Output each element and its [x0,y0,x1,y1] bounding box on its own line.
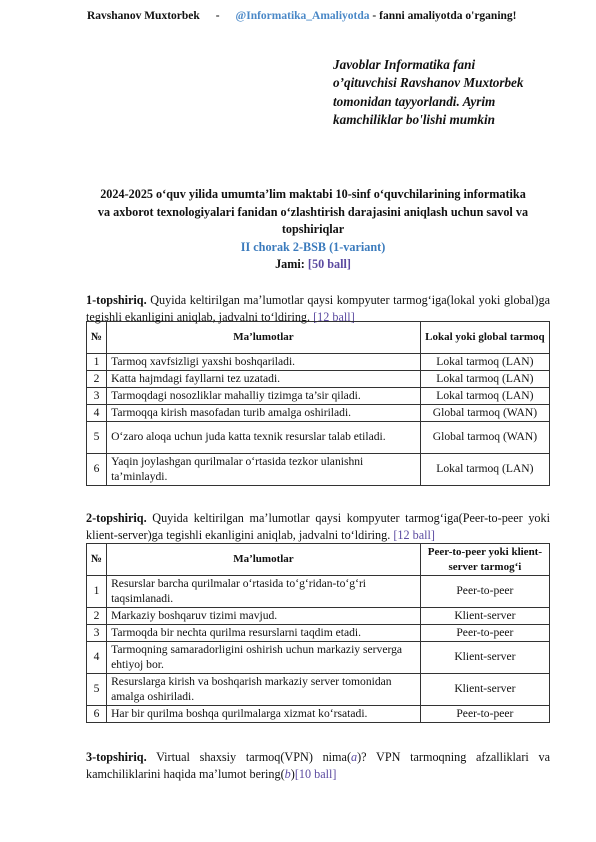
col-info: Ma’lumotlar [107,544,421,576]
row-answer: Global tarmoq (WAN) [420,422,549,454]
table-row [87,608,550,625]
col-info: Ma’lumotlar [107,322,421,354]
total-label: Jami: [275,257,308,271]
task-2-table [86,543,550,723]
row-number: 1 [87,354,107,371]
total-value: [50 ball] [307,257,351,271]
row-answer: Lokal tarmoq (LAN) [420,388,549,405]
row-info: Tarmoq xavfsizligi yaxshi boshqariladi. [107,354,421,371]
row-answer: Klient-server [420,642,549,674]
table-row [87,576,550,608]
col-number: № [87,322,107,354]
row-number: 4 [87,642,107,674]
row-number: 2 [87,371,107,388]
document-title [72,186,554,274]
task-1-label: 1-topshiriq. [86,293,147,307]
row-answer: Lokal tarmoq (LAN) [420,354,549,371]
table-header-row [87,544,550,576]
row-number: 6 [87,706,107,723]
row-number: 3 [87,388,107,405]
task-1-table [86,321,550,486]
row-info: Resurslar barcha qurilmalar o‘rtasida to‘g‘ridan-to‘g‘ri taqsimlanadi. [107,576,421,608]
task-2-label: 2-topshiriq. [86,511,147,525]
row-info: Tarmoqning samaradorligini oshirish uchun markaziy serverga ehtiyoj bor. [107,642,421,674]
channel-handle: @Informatika_Amaliyotda [235,10,370,22]
row-info: O‘zaro aloqa uchun juda katta texnik resurslar talab etiladi. [107,422,421,454]
task-3-var-b: b [284,767,291,781]
task-3-text: Virtual shaxsiy tarmoq(VPN) nima( [146,750,351,764]
table-row [87,625,550,642]
note-line: tomonidan tayyorlandi. Ayrim [333,93,496,109]
row-number: 4 [87,405,107,422]
note-line: kamchiliklar bo'lishi mumkin [333,111,495,127]
title-line: topshiriqlar [281,222,345,236]
row-number: 3 [87,625,107,642]
table-row [87,388,550,405]
task-2-text: Quyida keltirilgan ma’lumotlar qaysi kompyuter tarmog‘iga(Peer-to-peer yoki klient-server)ga tegishli ekanligini aniqlab, jadvalni to‘ldiring. [86,511,550,542]
task-2-points: [12 ball] [393,528,435,542]
row-number: 2 [87,608,107,625]
row-number: 1 [87,576,107,608]
table-row [87,371,550,388]
col-number: № [87,544,107,576]
row-answer: Lokal tarmoq (LAN) [420,454,549,486]
col-network-type: Lokal yoki global tarmoq [420,322,549,354]
table-row [87,674,550,706]
table-row [87,354,550,371]
row-answer: Klient-server [420,674,549,706]
task-1-points: [12 ball] [313,310,355,324]
task-2-prompt [86,510,550,544]
table-row [87,405,550,422]
row-number: 6 [87,454,107,486]
task-3-points: [10 ball] [294,767,337,781]
table-row [87,706,550,723]
answers-note [333,56,563,129]
task-3-var-a: a [351,750,358,764]
table-row [87,422,550,454]
row-info: Tarmoqqa kirish masofadan turib amalga oshiriladi. [107,405,421,422]
row-info: Tarmoqdagi nosozliklar mahalliy tizimga ta’sir qiladi. [107,388,421,405]
variant-label: II chorak 2-BSB (1-variant) [240,239,386,254]
task-3-label: 3-topshiriq. [86,750,147,764]
task-3-text: )? VPN tarmoqning afzalliklari va kamchiliklarini haqida ma’lumot bering( [86,750,550,781]
row-info: Yaqin joylashgan qurilmalar o‘rtasida tezkor ulanishni ta’minlaydi. [107,454,421,486]
row-info: Tarmoqda bir nechta qurilma resurslarni taqdim etadi. [107,625,421,642]
note-line: o’qituvchisi Ravshanov Muxtorbek [333,75,524,91]
total-points [72,256,554,274]
author-name: Ravshanov Muxtorbek [87,10,200,22]
header-slogan: - fanni amaliyotda o'rganing! [369,10,517,22]
row-info: Har bir qurilma boshqa qurilmalarga xizmat ko‘rsatadi. [107,706,421,723]
row-info: Katta hajmdagi fayllarni tez uzatadi. [107,371,421,388]
table-row [87,642,550,674]
title-line: 2024-2025 o‘quv yilida umumta’lim maktabi 10-sinf o‘quvchilarining informatika [100,187,526,201]
row-answer: Peer-to-peer [420,706,549,723]
row-info: Markaziy boshqaruv tizimi mavjud. [107,608,421,625]
row-answer: Klient-server [420,608,549,625]
row-number: 5 [87,674,107,706]
row-answer: Lokal tarmoq (LAN) [420,371,549,388]
task-3-text: ) [290,767,295,781]
header-dash: - [215,10,220,22]
row-answer: Peer-to-peer [420,625,549,642]
task-1-text: Quyida keltirilgan ma’lumotlar qaysi kompyuter tarmog‘iga(lokal yoki global)ga tegishli ekanligini aniqlab, jadvalni to‘ldiring. [86,293,550,324]
title-line: va axborot texnologiyalari fanidan o‘zlashtirish darajasini aniqlash uchun savol va [97,204,529,219]
task-3-prompt [86,749,550,783]
table-row [87,454,550,486]
row-number: 5 [87,422,107,454]
row-info: Resurslarga kirish va boshqarish markaziy server tomonidan amalga oshiriladi. [107,674,421,706]
page-header [87,10,517,22]
row-answer: Global tarmoq (WAN) [420,405,549,422]
note-line: Javoblar Informatika fani [333,57,476,72]
table-header-row [87,322,550,354]
col-network-type: Peer-to-peer yoki klient-server tarmog‘i [420,544,549,576]
row-answer: Peer-to-peer [420,576,549,608]
